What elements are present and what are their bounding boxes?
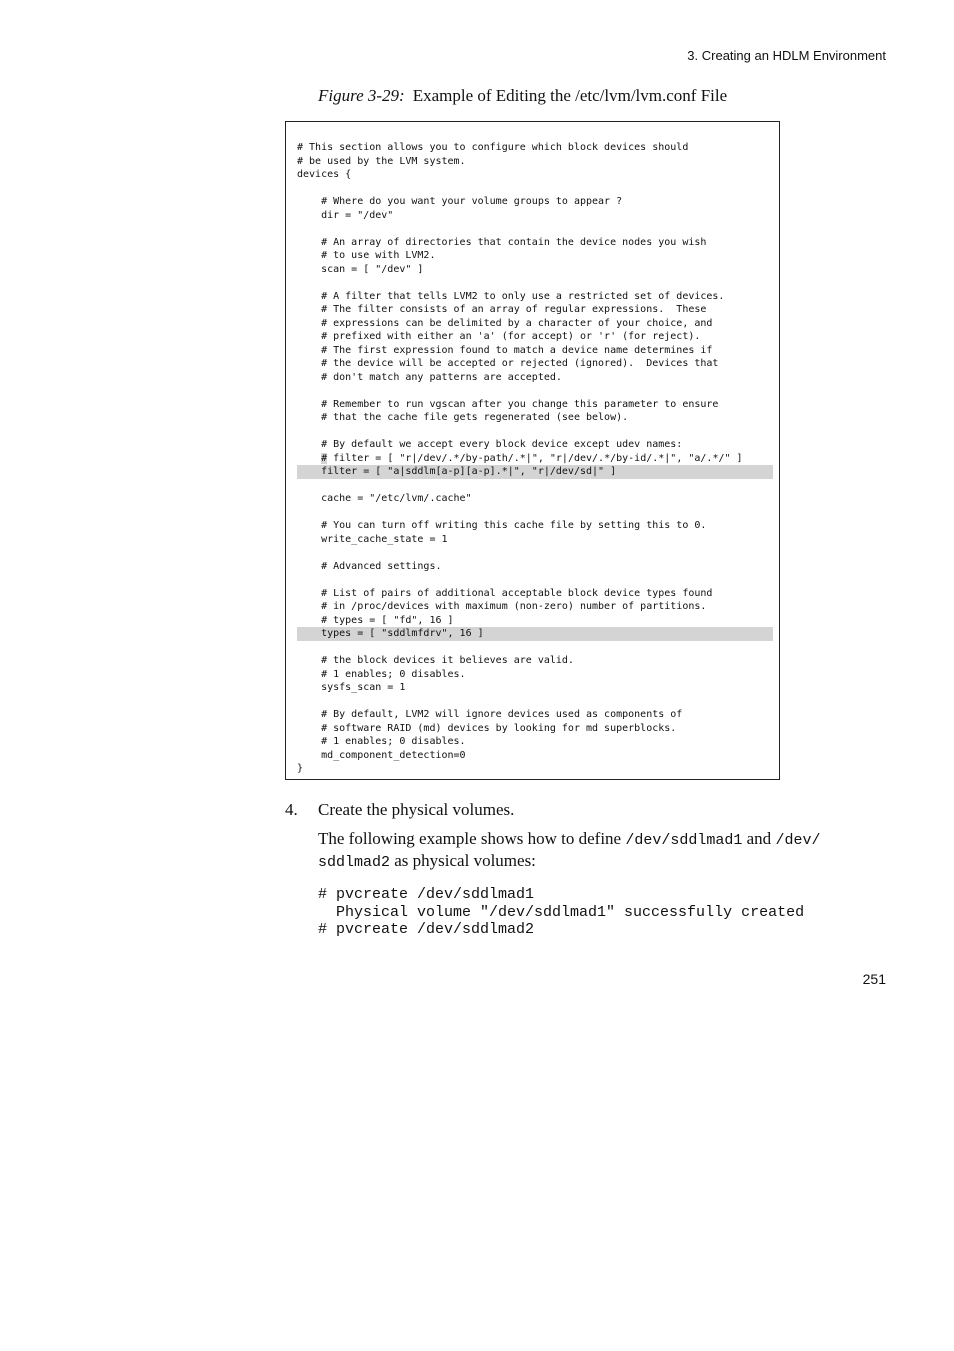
- code-line: [297, 425, 773, 439]
- running-header: 3. Creating an HDLM Environment: [687, 48, 886, 63]
- page-number: 251: [862, 971, 886, 987]
- code-line-highlighted: filter = [ "a|sddlm[a-p][a-p].*|", "r|/dev/sd|" ]: [297, 465, 773, 479]
- code-line: devices {: [297, 169, 352, 180]
- code-line: # 1 enables; 0 disables.: [297, 668, 466, 680]
- code-line: # software RAID (md) devices by looking for md superblocks.: [297, 722, 677, 734]
- code-line: [297, 276, 773, 290]
- code-line: [297, 641, 773, 655]
- command-line: # pvcreate /dev/sddlmad1: [318, 886, 535, 903]
- code-line: # that the cache file gets regenerated (see below).: [297, 412, 629, 423]
- code-line: [297, 182, 773, 196]
- code-line: # This section allows you to configure which block devices should: [297, 142, 689, 153]
- command-example: [318, 886, 804, 939]
- code-example-box: [285, 121, 780, 780]
- highlight-mark: #: [321, 452, 328, 464]
- code-line: # don't match any patterns are accepted.: [297, 371, 562, 383]
- code-line: # By default, LVM2 will ignore devices used as components of: [297, 709, 683, 720]
- code-line: [297, 384, 773, 398]
- code-line: # An array of directories that contain the device nodes you wish: [297, 236, 707, 248]
- code-line: # types = [ "fd", 16 ]: [297, 614, 454, 626]
- code-line: # to use with LVM2.: [297, 250, 436, 261]
- step-text: Create the physical volumes.: [318, 800, 515, 819]
- figure-label: Figure 3-29:: [318, 86, 405, 105]
- code-line: # The filter consists of an array of regular expressions. These: [297, 304, 707, 315]
- code-line: # The first expression found to match a device name determines if: [297, 344, 713, 356]
- code-line: # A filter that tells LVM2 to only use a restricted set of devices.: [297, 290, 725, 302]
- para-text-3: as physical volumes:: [390, 851, 536, 870]
- code-line: # the block devices it believes are valid.: [297, 655, 574, 666]
- code-line: [297, 506, 773, 520]
- code-line: # expressions can be delimited by a character of your choice, and: [297, 317, 713, 329]
- code-line: # prefixed with either an 'a' (for accept) or 'r' (for reject).: [297, 331, 701, 342]
- figure-caption: [318, 86, 727, 106]
- code-line: # 1 enables; 0 disables.: [297, 736, 466, 747]
- code-line: cache = "/etc/lvm/.cache": [297, 493, 472, 504]
- code-line: write_cache_state = 1: [297, 533, 448, 545]
- code-line: # Remember to run vgscan after you change this parameter to ensure: [297, 398, 719, 410]
- code-line: md_component_detection=0: [297, 749, 466, 761]
- para-code-2b: sddlmad2: [318, 854, 391, 871]
- code-line: [297, 546, 773, 560]
- code-line: [297, 573, 773, 587]
- para-text-1: The following example shows how to define: [318, 829, 626, 848]
- code-line: # the device will be accepted or rejected (ignored). Devices that: [297, 358, 719, 369]
- code-line: # be used by the LVM system.: [297, 155, 466, 167]
- code-line: sysfs_scan = 1: [297, 682, 406, 693]
- code-line: }: [297, 763, 304, 774]
- code-line: [297, 222, 773, 236]
- figure-title: Example of Editing the /etc/lvm/lvm.conf File: [412, 86, 728, 105]
- code-line: [297, 695, 773, 709]
- para-text-2: and: [742, 829, 776, 848]
- code-line: dir = "/dev": [297, 209, 394, 221]
- code-line: # Where do you want your volume groups to appear ?: [297, 196, 623, 207]
- command-line: # pvcreate /dev/sddlmad2: [318, 921, 535, 938]
- code-line: [297, 479, 773, 493]
- code-line: # List of pairs of additional acceptable block device types found: [297, 587, 713, 599]
- command-output-line: Physical volume "/dev/sddlmad1" successfully created: [318, 903, 805, 921]
- code-line: scan = [ "/dev" ]: [297, 263, 424, 275]
- code-line: # Advanced settings.: [297, 560, 442, 572]
- para-code-1: /dev/sddlmad1: [625, 832, 743, 849]
- step-description: [318, 829, 858, 873]
- code-line: # in /proc/devices with maximum (non-zero) number of partitions.: [297, 601, 707, 612]
- para-code-2a: /dev/: [775, 832, 821, 849]
- code-line: # filter = [ "r|/dev/.*/by-path/.*|", "r|/dev/.*/by-id/.*|", "a/.*/" ]: [321, 452, 743, 464]
- code-line: # By default we accept every block device except udev names:: [297, 439, 683, 450]
- code-line: # You can turn off writing this cache file by setting this to 0.: [297, 520, 707, 531]
- step-number: 4.: [285, 800, 298, 819]
- code-line-highlighted: types = [ "sddlmfdrv", 16 ]: [297, 627, 773, 641]
